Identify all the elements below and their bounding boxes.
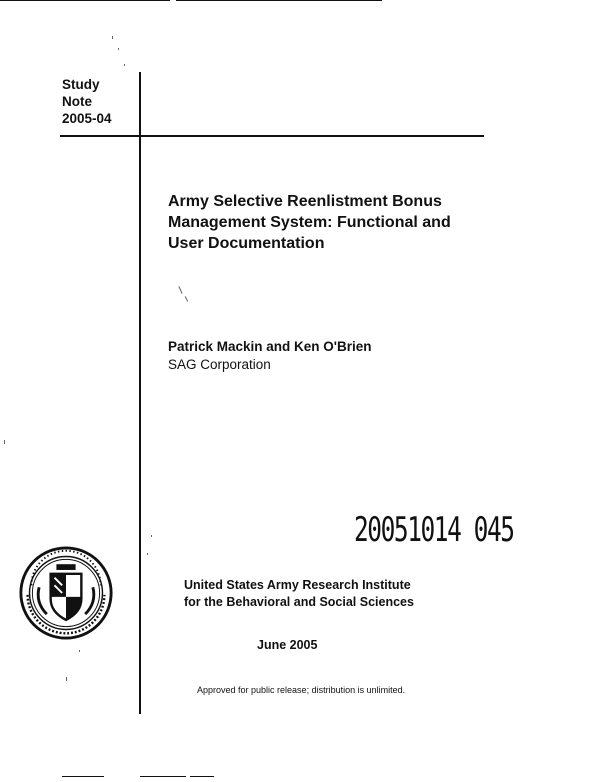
- scan-speck: [66, 677, 67, 681]
- series-line-2: Note: [62, 94, 92, 109]
- authors: Patrick Mackin and Ken O'Brien: [168, 339, 372, 354]
- scan-speck: [178, 286, 182, 294]
- series-label: [62, 76, 140, 127]
- institute-line-1: United States Army Research Institute: [184, 578, 411, 592]
- document-title: [168, 191, 498, 254]
- bottom-artifact-line-1: [62, 776, 104, 777]
- title-line-2: Management System: Functional and: [168, 214, 451, 231]
- vertical-rule: [139, 72, 141, 714]
- organization: SAG Corporation: [168, 357, 271, 372]
- institute-line-2: for the Behavioral and Social Sciences: [184, 595, 414, 609]
- institute-name: [184, 577, 414, 611]
- scan-speck: [79, 650, 80, 652]
- top-edge-line: [0, 0, 170, 1]
- title-line-1: Army Selective Reenlistment Bonus: [168, 193, 442, 210]
- series-line-1: Study: [62, 77, 100, 92]
- scan-speck: [147, 553, 148, 555]
- scan-speck: [112, 36, 113, 39]
- scan-speck: [151, 535, 152, 537]
- scan-speck: [124, 64, 125, 66]
- bottom-artifact-line-3: [190, 776, 214, 777]
- publication-date: June 2005: [257, 638, 318, 652]
- scan-speck: [118, 48, 119, 50]
- document-number: 20051014 045: [354, 510, 514, 550]
- series-line-3: 2005-04: [62, 111, 112, 126]
- bottom-artifact-line-2: [140, 776, 186, 777]
- ari-seal-icon: [18, 545, 114, 641]
- top-edge-line-right: [176, 0, 382, 1]
- horizontal-rule: [60, 135, 484, 137]
- scan-speck: [185, 296, 188, 302]
- title-line-3: User Documentation: [168, 235, 325, 252]
- scan-speck: [4, 440, 5, 444]
- release-statement: Approved for public release; distribution is unlimited.: [197, 685, 406, 695]
